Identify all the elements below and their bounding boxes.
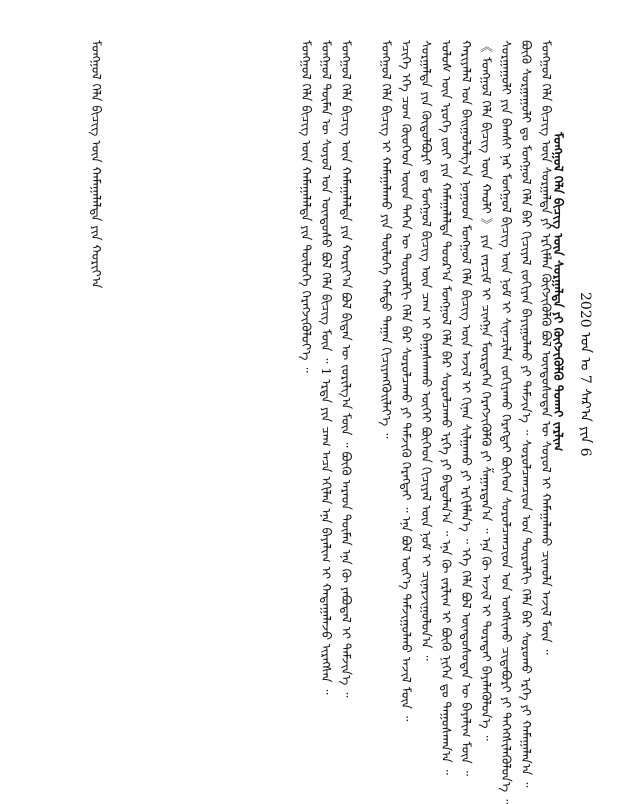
text-column: ᠮᠣᠩᠭᠣᠯ ᠬᠡᠯᠡ ᠪᠢᠴᠢᠭ᠌ ᠦᠨ ᠬᠠᠮᠠᠭᠠᠯᠠᠯᠲᠠ ᠶᠢᠨ ᠲᠥᠯᠥᠭᠡ ᠬᠡᠷᠡᠭᠵᠢᠭᠦᠯᠦᠶ᠎ᠡ ᠃ (299, 40, 314, 373)
text-column: ᠮᠣᠩᠭᠣᠯ ᠲᠦᠮᠡᠨ ᠦ ᠰᠣᠶᠣᠯ ᠤᠨ ᠦᠨᠳᠦᠰᠦ ᠪᠣᠯ ᠬᠡᠯᠡ ᠪᠢᠴᠢᠭ᠌ ᠮᠥᠨ ᠃ 1 ᠡᠷᠲᠡ ᠶᠢᠨ ᠴᠠᠭ ᠠᠴᠠ ᠡᠬᠢᠯᠡᠨ ᠡᠨᠡ ᠪᠠᠶᠠᠯᠢᠭ ᠢ ᠬᠠᠳᠠᠭᠠᠯᠠᠵᠤ ᠢᠷᠡᠭᠰᠡᠨ ᠃ (319, 40, 334, 695)
text-column: ᠮᠣᠩᠭᠣᠯ ᠬᠡᠯᠡ ᠪᠢᠴᠢᠭ᠌ ᠢ ᠬᠠᠮᠠᠭᠠᠯᠠᠬᠤ ᠶᠢᠨ ᠲᠥᠯᠥᠭᠡ ᠬᠠᠮᠲᠤ ᠳᠠᠭᠠᠨ ᠬᠢᠴᠢᠶᠡᠩᠭᠦᠢᠯᠡᠶ᠎ᠡ ᠃ (379, 40, 394, 439)
document-title: ᠮᠣᠩᠭᠣᠯ ᠬᠡᠯᠡ ᠪᠢᠴᠢᠭ᠌ ᠦᠨ ᠰᠤᠷᠭᠠᠯᠲᠠ ᠶᠢ ᠬᠥᠭᠵᠢᠭᠦᠯᠬᠦ ᠲᠤᠬᠠᠢ ᠵᠠᠷᠯᠢᠭ (551, 132, 566, 452)
text-column: ᠰᠤᠷᠭᠠᠯᠲᠠ ᠶᠢᠨ ᠬᠥᠲᠦᠯᠪᠦᠷᠢ ᠳᠤ ᠮᠣᠩᠭᠣᠯ ᠪᠢᠴᠢᠭ᠌ ᠦᠨ ᠴᠠᠭ ᠢ ᠪᠠᠭᠠᠰᠬᠠᠬᠤ ᠦᠭᠡᠢ ᠪᠥᠭᠡᠳ ᠬᠢᠴᠢᠶᠡᠯ ᠦᠨ ᠨᠣᠮ ᠢ ᠴᠢᠨᠠᠷᠵᠢᠭᠤᠯᠤᠨ᠎ᠠ ᠃ (419, 40, 434, 661)
text-column: ᠮᠣᠩᠭᠣᠯ ᠬᠡᠯᠡ ᠪᠢᠴᠢᠭ᠌ ᠦᠨ ᠰᠤᠷᠭᠠᠯᠲᠠ ᠶᠢ ᠡᠷᠬᠢᠮᠯᠡᠨ ᠬᠥᠭᠵᠢᠭᠦᠯᠬᠦ ᠪᠣᠯ ᠦᠨᠳᠦᠰᠦᠲᠡᠨ ᠦ ᠰᠣᠶᠣᠯ ᠢ ᠬᠠᠮᠠᠭᠠᠯᠠᠬᠤ ᠴᠢᠬᠤᠯᠠ ᠠᠵᠢᠯ ᠮᠥᠨ ᠃ (539, 40, 554, 655)
footer-column: ᠮᠣᠩᠭᠣᠯ ᠬᠡᠯᠡ ᠪᠢᠴᠢᠭ᠌ ᠦᠨ ᠬᠠᠮᠠᠭᠠᠯᠠᠯᠲᠠ ᠶᠢᠨ ᠬᠣᠷᠢᠶ᠎ᠠ (89, 40, 104, 289)
text-column: 《 ᠮᠣᠩᠭᠣᠯ ᠬᠡᠯᠡ ᠪᠢᠴᠢᠭ᠌ ᠦᠨ ᠬᠠᠤᠯᠢ 》 ᠶᠢᠨ ᠵᠠᠷᠴᠢᠮ ᠢ ᠴᠢᠩᠭᠠ ᠮᠦᠷᠳᠡᠭᠡᠨ ᠬᠡᠷᠡᠭᠵᠢᠭᠦᠯᠬᠦ ᠶᠢ ᠱᠠᠭᠠᠷᠳᠠᠨ᠎ᠠ ᠃ ᠡᠨᠡ ᠬᠦ ᠠᠵᠢᠯ ᠢ ᠳᠤᠷᠠᠲᠠᠢ ᠪᠡᠶᠡᠯᠡᠭᠦᠯᠦᠨ᠎ᠡ ᠃ (479, 40, 494, 741)
text-column: ᠰᠤᠷᠭᠠᠭᠤᠯᠢ ᠶᠢᠨ ᠪᠠᠭᠰᠢ ᠨᠠᠷ ᠮᠣᠩᠭᠣᠯ ᠪᠢᠴᠢᠭ᠌ ᠦᠨ ᠨᠣᠮ ᠢ ᠰᠢᠨᠡᠴᠢᠯᠡᠨ ᠵᠣᠬᠢᠶᠠᠬᠤ ᠬᠡᠷᠡᠭᠲᠡᠢ ᠪᠥᠭᠡᠳ ᠰᠤᠷᠤᠯᠴᠠᠭᠴᠢᠳ ᠤᠨ ᠤᠩᠰᠢᠬᠤ ᠴᠢᠳᠠᠪᠤᠷᠢ ᠶᠢ ᠳᠡᠭᠡᠭᠰᠢᠯᠡᠭᠦᠯᠦᠨ᠎ᠡ ᠃ (499, 40, 514, 804)
text-column: ᠬᠠᠷᠢᠶᠠᠯᠠᠯ ᠤᠨ ᠪᠠᠢᠭᠤᠯᠤᠯᠭ᠎ᠠ ᠨᠤᠭᠤᠳ ᠮᠣᠩᠭᠣᠯ ᠬᠡᠯᠡ ᠪᠢᠴᠢᠭ᠌ ᠦᠨ ᠠᠵᠢᠯ ᠢ ᠬᠢᠨᠠᠨ ᠰᠢᠯᠭᠠᠬᠤ ᠶᠢ ᠡᠷᠬᠢᠮᠯᠡᠨ᠎ᠡ ᠃ ᠡᠬᠡ ᠬᠡᠯᠡ ᠪᠣᠯ ᠦᠨᠳᠦᠰᠦᠲᠡᠨ ᠦ ᠪᠠᠶᠠᠯᠢᠭ ᠮᠥᠨ ᠃ (459, 40, 474, 776)
text-column: ᠮᠣᠩᠭᠣᠯ ᠬᠡᠯᠡ ᠪᠢᠴᠢᠭ᠌ ᠦᠨ ᠬᠠᠮᠠᠭᠠᠯᠠᠯᠲᠠ ᠶᠢᠨ ᠬᠣᠷᠢᠶ᠎ᠠ ᠪᠣᠯ ᠪᠢᠳᠡᠨ ᠦ ᠵᠣᠷᠢᠯᠭ᠎ᠠ ᠮᠥᠨ ᠃ ᠪᠦᠬᠦ ᠠᠷᠠᠳ ᠲᠦᠮᠡᠨ ᠡᠨᠡ ᠬᠦ ᠶᠠᠪᠤᠳᠠᠯ ᠢ ᠳᠡᠮᠵᠢᠨ᠎ᠡ ᠃ (339, 40, 354, 698)
text-column: ᠡᠴᠢᠭᠡ ᠡᠬᠡ ᠴᠤᠭ ᠬᠦᠦᠬᠡᠳ ᠦᠳ ᠲᠡᠭᠡᠨ ᠦ ᠲᠥᠷᠥᠯᠬᠢ ᠬᠡᠯᠡ ᠪᠡᠷ ᠰᠤᠷᠤᠯᠴᠠᠬᠤ ᠶᠢ ᠳᠡᠮᠵᠢᠬᠦ ᠬᠡᠷᠡᠭᠲᠡᠢ ᠃ ᠡᠨᠡ ᠪᠣᠯ ᠦᠶ᠎ᠡ ᠳᠠᠮᠵᠢᠭᠤᠯᠬᠤ ᠠᠵᠢᠯ ᠮᠥᠨ ᠃ (399, 40, 414, 722)
document-date: 2020 ᠣᠨ ᠤ 7 ᠰᠠᠷ᠎ᠠ ᠶᠢᠨ 6 (577, 292, 593, 457)
text-column: ᠤᠯᠤᠰ ᠦᠨ ᠡᠷᠦᠬᠡ ᠵᠦᠢ ᠶᠢᠨ ᠬᠠᠮᠠᠭᠠᠯᠠᠯᠲᠠ ᠳᠣᠣᠷ᠎ᠠ ᠮᠣᠩᠭᠣᠯ ᠬᠡᠯᠡ ᠪᠡᠷ ᠰᠤᠷᠤᠯᠴᠠᠬᠤ ᠡᠷᠬᠡ ᠶᠢ ᠪᠠᠲᠤᠯᠠᠨ᠎ᠠ ᠃ ᠡᠨᠡ ᠬᠦ ᠵᠠᠷᠯᠢᠭ ᠢ ᠪᠦᠬᠦ ᠨᠢᠭᠡᠨ ᠳᠤ ᠳᠠᠭᠤᠰᠬᠠᠨ᠎ᠠ ᠃ (439, 40, 454, 775)
text-column: ᠪᠦᠬᠦ ᠰᠤᠷᠭᠠᠭᠤᠯᠢ ᠳᠤ ᠮᠣᠩᠭᠣᠯ ᠬᠡᠯᠡ ᠪᠡᠷ ᠬᠢᠴᠢᠶᠡᠯ ᠵᠣᠬᠢᠶᠠᠨ ᠪᠠᠶᠢᠭᠤᠯᠬᠤ ᠶᠢ ᠳᠡᠮᠵᠢᠨ᠎ᠡ ᠃ ᠰᠤᠷᠤᠯᠴᠠᠭᠴᠢᠳ ᠤᠨ ᠲᠥᠷᠥᠯᠬᠢ ᠬᠡᠯᠡ ᠪᠡᠷ ᠰᠤᠷᠤᠬᠤ ᠡᠷᠬᠡ ᠶᠢ ᠬᠠᠮᠠᠭᠠᠯᠠᠨ᠎ᠠ ᠃ (519, 40, 534, 788)
